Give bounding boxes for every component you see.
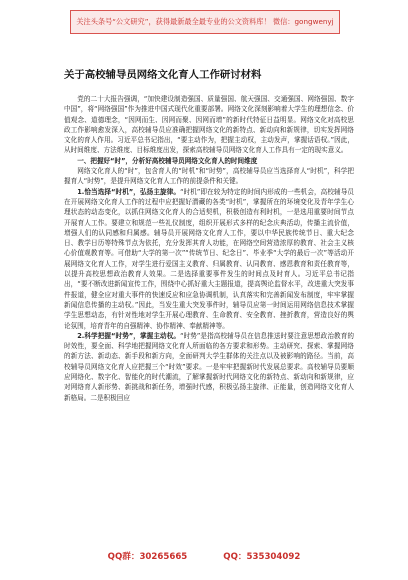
subsection-text: “时势”是指高校辅导员在信息推送时要注意思想政治教育的时效性，要全面、科学地把握网络文化育人所面临的各方要求和形势。主动研究、探索、掌握网络的新方法、新动态、新手段和新方向，全面研判大学生群体的关注点以及被影响的路径。当前，高校辅导员网络文化育人应把握三个“时效”要求。一是牢牢把握新时代发展总要求。高校辅导员要顺应网络化、数字化、智能化的时代潮流，了解掌握新时代网络文化的新特点、新动向和新规律，应对网络育人新形势、新挑战和新任务，增强时代感，积极弘扬主旋律、正能量，创造网络文化育人新格局。二是积极回应 [64,331,354,402]
subsection-paragraph [64,187,354,331]
body-paragraph: 网络文化育人的“时”，包含育人的“时机”和“时势”，高校辅导员应当选择育人“时机”，科学把握育人“时势”，是提升网络文化育人工作的前提条件和关键。 [64,167,354,186]
subsection-label: 1.恰当选择“时机”，弘扬主旋律。 [77,187,181,196]
footer [0,550,408,562]
body-paragraph: 党的二十大报告强调，“加快建设制造强国、质量强国、航天强国、交通强国、网络强国、数字中国”，将“网络强国”作为推进中国式现代化重要部署。网络文化深刻影响着大学生的理想信念、价值观念、道德理念，“因网而生、因网而聚、因网而增”的新时代特征日益明显。网络文化对高校思政工作影响愈发深入，高校辅导员应准确把握网络文化的新特点、新动向和新规律，切实发挥网络文化的育人作用。习近平总书记指出，“要主动作为，把握主动权，主动发声，掌握话语权。”因此，从时间维度、方法维度、目标维度出发，探索高校辅导员网络文化育人工作具有一定的现实意义。 [64,95,354,155]
subsection-label: 2.科学把握“时势”，掌握主动权。 [77,331,181,340]
subsection-text: “时机”即在较为特定的时间内形成的一些机会，高校辅导员在开展网络文化育人工作的过程中应把握好潜藏的各类“时机”，掌握所在的环境变化及青年学生心理状态的动态变化，以抓住网络文化育人的合适契机，积极创造有利时机，一是选用重要时间节点开展育人工作。要建立和规范一些礼仪制度，组织开展形式多样的纪念庆典活动，传播主流价值，增强人们的认同感和归属感。辅导员开展网络文化育人工作，要以中华民族传统节日、重大纪念日、教学日历等特殊节点为依托，充分发挥其育人功能，在网络空间营造浓厚的教育、社会主义核心价值观教育等。可借助“大学的第一次”“传统节日、纪念日”、毕业季“大学的最后一次”等活动开展网络文化育人工作，对学生进行爱国主义教育、归属教育、认同教育、感恩教育和责任教育等，以提升高校思想政治教育人效果。二是选择重要事件发生的时间点及时育人。习近平总书记指出，“要不断改进新闻宣传工作，围绕中心抓好重大主题报道，提高舆论监督水平，改进重大突发事件报道，健全应对重大事件的快速反应和应急协调机制，认真落实和完善新闻发布制度，牢牢掌握新闻信息传播的主动权。”因此，当发生重大突发事件时，辅导员应第一时间运用网络信息技术掌握学生思想动态，有针对性地对学生开展心理教育、生命教育、安全教育、挫折教育，营造良好的舆论氛围，培育青年的自强精神、协作精神、奉献精神等。 [64,187,354,330]
document-title: 关于高校辅导员网络文化育人工作研讨材料 [64,69,262,81]
footer-qq-group: QQ群：30265665 [107,552,188,562]
promo-banner [70,10,340,34]
footer-qq-contact: QQ：535304092 [223,552,301,562]
document-body [64,94,354,403]
promo-banner-text: 关注头条号“公文研究”，获得最新最全最专业的公文资料库！ 微信：gongwenyj [76,17,334,26]
section-heading: 一、把握好“时”，分析好高校辅导员网络文化育人的时间维度 [77,156,258,165]
subsection-paragraph [64,331,354,403]
